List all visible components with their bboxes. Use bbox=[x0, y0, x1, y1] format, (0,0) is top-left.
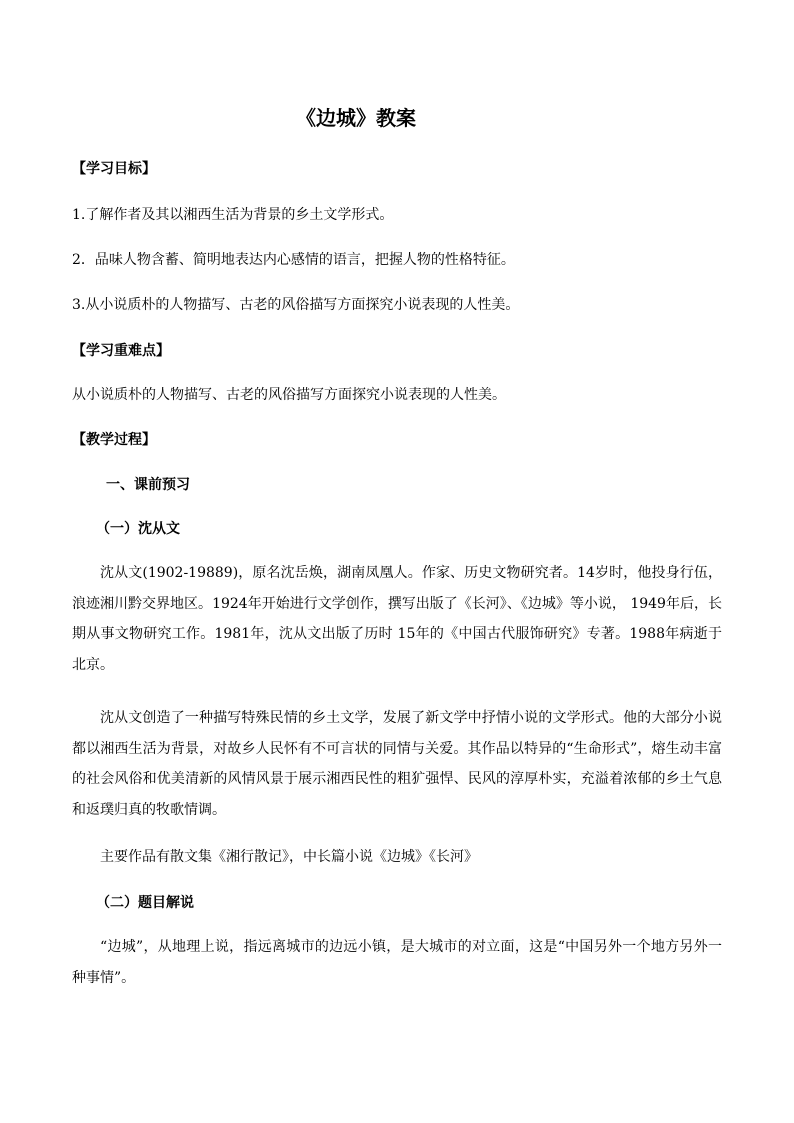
key-points-heading: 【学习重难点】 bbox=[72, 343, 170, 359]
process-heading: 【教学过程】 bbox=[72, 432, 156, 448]
objective-1: 1.了解作者及其以湘西生活为背景的乡土文学形式。 bbox=[72, 207, 394, 223]
section-heading-preview: 一、课前预习 bbox=[106, 477, 190, 493]
document-title: 《边城》教案 bbox=[296, 106, 416, 130]
paragraph-title-explanation: “边城”，从地理上说，指远离城市的边远小镇，是大城市的对立面，这是“中国另外一个地方另外一种事情”。 bbox=[72, 939, 722, 986]
paragraph-major-works: 主要作品有散文集《湘行散记》，中长篇小说《边城》《长河》 bbox=[100, 849, 478, 865]
objective-3: 3.从小说质朴的人物描写、古老的风俗描写方面探究小说表现的人性美。 bbox=[72, 297, 520, 313]
objectives-heading: 【学习目标】 bbox=[72, 161, 156, 177]
subheading-shen-congwen: （一）沈从文 bbox=[96, 521, 180, 537]
objective-2: 2．品味人物含蓄、简明地表达内心感情的语言，把握人物的性格特征。 bbox=[72, 252, 515, 268]
paragraph-biography: 沈从文(1902-19889)，原名沈岳焕，湖南凤凰人。作家、历史文物研究者。14岁时，他投身行伍，浪迹湘川黔交界地区。1924年开始进行文学创作，撰写出版了《长河》、《边城》等小说， 1949年后，长期从事文物研究工作。1981年，沈从文出版了历时 15年的《中国古代服饰研究》专著。1988年病逝于北京。 bbox=[72, 565, 722, 673]
paragraph-literary-style: 沈从文创造了一种描写特殊民情的乡土文学，发展了新文学中抒情小说的文学形式。他的大部分小说都以湘西生活为背景，对故乡人民怀有不可言状的同情与关爱。其作品以特异的“生命形式”，熔生动丰富的社会风俗和优美清新的风情风景于展示湘西民性的粗犷强悍、民风的淳厚朴实，充溢着浓郁的乡土气息和返璞归真的牧歌情调。 bbox=[72, 710, 722, 818]
key-points-text: 从小说质朴的人物描写、古老的风俗描写方面探究小说表现的人性美。 bbox=[72, 387, 506, 403]
subheading-title-explanation: （二）题目解说 bbox=[96, 895, 194, 911]
